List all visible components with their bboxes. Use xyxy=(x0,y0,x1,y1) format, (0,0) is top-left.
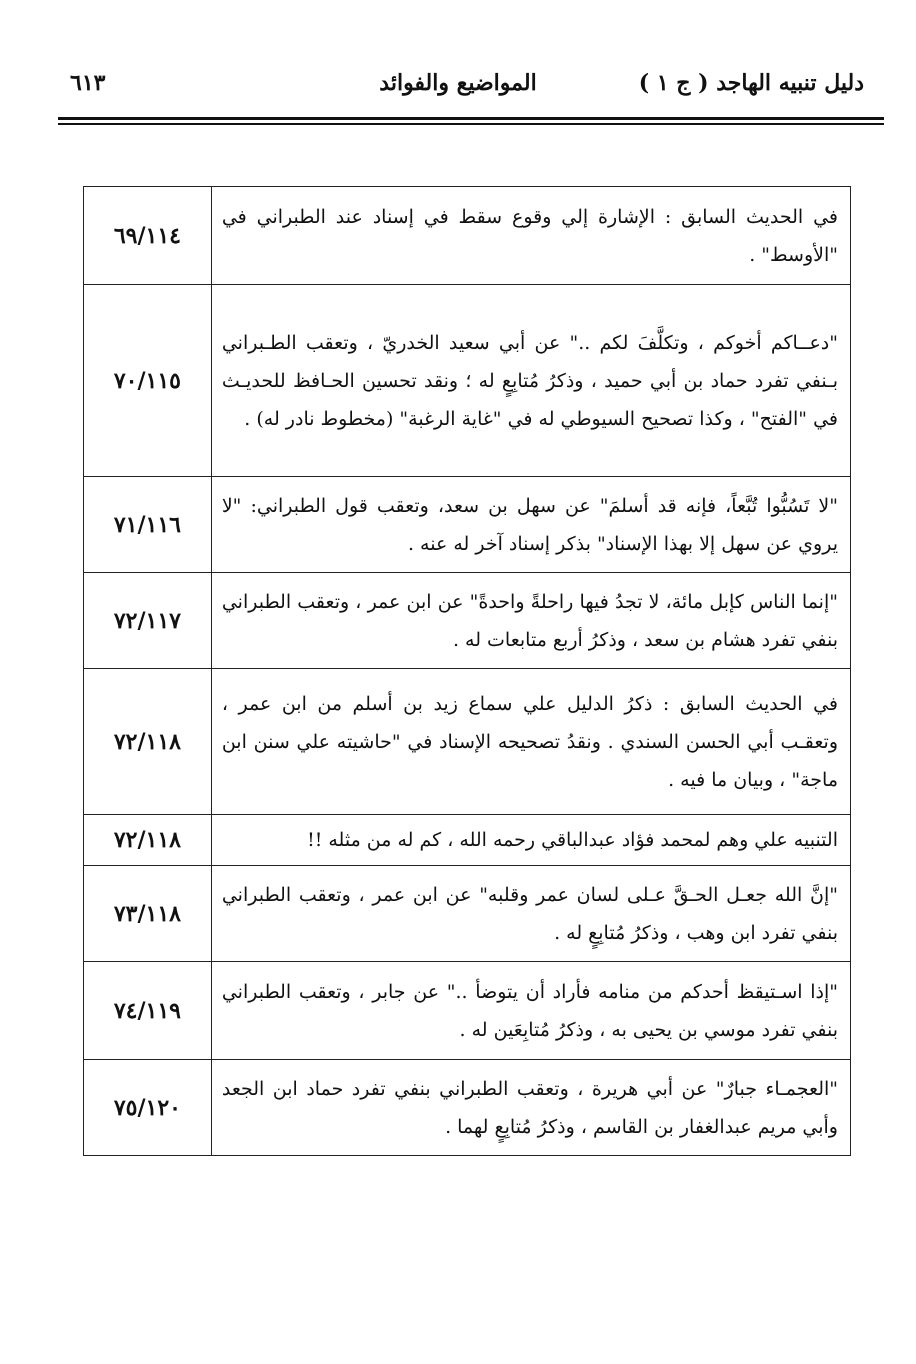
table-row xyxy=(84,187,851,285)
reference-number: ٧٠/١١٥ xyxy=(84,285,212,477)
reference-number: ٧٢/١١٨ xyxy=(84,669,212,815)
topic-text: "العجمـاء جبارٌ" عن أبي هريرة ، وتعقب الطبراني بنفي تفرد حماد ابن الجعد وأبي مريم عبدالغفار بن القاسم ، وذكرُ مُتابِعٍ لهما . xyxy=(211,1060,850,1156)
table-row xyxy=(84,573,851,669)
topic-text: "إنَّ الله جعـل الحـقَّ عـلى لسان عمر وقلبه" عن ابن عمر ، وتعقب الطبراني بنفي تفرد ابن وهب ، وذكرُ مُتابِعٍ له . xyxy=(211,866,850,962)
reference-number: ٧١/١١٦ xyxy=(84,477,212,573)
table-row xyxy=(84,1060,851,1156)
topic-text: "إذا اسـتيقظ أحدكم من منامه فأراد أن يتوضأ .." عن جابر ، وتعقب الطبراني بنفي تفرد موسي بن يحيى به ، وذكرُ مُتابِعَين له . xyxy=(211,962,850,1060)
table-row xyxy=(84,815,851,866)
reference-number: ٧٢/١١٧ xyxy=(84,573,212,669)
topic-text: في الحديث السابق : ذكرُ الدليل علي سماع زيد بن أسلم من ابن عمر ، وتعقـب أبي الحسن السندي . ونقدُ تصحيحه الإسناد في "حاشيته علي سنن ابن ماجة" ، وبيان ما فيه . xyxy=(211,669,850,815)
header-rule-thick xyxy=(58,117,884,120)
topic-text: التنبيه علي وهم لمحمد فؤاد عبدالباقي رحمه الله ، كم له من مثله !! xyxy=(211,815,850,866)
table-row xyxy=(84,285,851,477)
book-title: دليل تنبيه الهاجد ( ج ١ ) xyxy=(638,70,864,96)
topics-index-table xyxy=(83,186,851,1156)
topic-text: "لا تَسُبُّوا تُبَّعاً، فإنه قد أسلمَ" عن سهل بن سعد، وتعقب قول الطبراني: "لا يروي عن سهل إلا بهذا الإسناد" بذكر إسناد آخر له عنه . xyxy=(211,477,850,573)
page-header xyxy=(52,60,864,110)
topic-text: في الحديث السابق : الإشارة إلي وقوع سقط في إسناد عند الطبراني في "الأوسط" . xyxy=(211,187,850,285)
reference-number: ٧٤/١١٩ xyxy=(84,962,212,1060)
reference-number: ٧٥/١٢٠ xyxy=(84,1060,212,1156)
page-number: ٦١٣ xyxy=(70,70,106,96)
topic-text: "دعــاكم أخوكم ، وتكلَّفَ لكم .." عن أبي سعيد الخدريّ ، وتعقب الطـبراني بـنفي تفرد حماد بن أبي حميد ، وذكرُ مُتابِعٍ له ؛ ونقد تحسين الحـافظ للحديـث في "الفتح" ، وكذا تصحيح السيوطي له في "غاية الرغبة" (مخطوط نادر له) . xyxy=(211,285,850,477)
topic-text: "إنما الناس كإبل مائة، لا تجدُ فيها راحلةً واحدةً" عن ابن عمر ، وتعقب الطبراني بنفي تفرد هشام بن سعد ، وذكرُ أربع متابعات له . xyxy=(211,573,850,669)
reference-number: ٧٣/١١٨ xyxy=(84,866,212,962)
table-row xyxy=(84,477,851,573)
table-row xyxy=(84,962,851,1060)
table-row xyxy=(84,866,851,962)
reference-number: ٧٢/١١٨ xyxy=(84,815,212,866)
reference-number: ٦٩/١١٤ xyxy=(84,187,212,285)
header-rule-thin xyxy=(58,123,884,125)
table-row xyxy=(84,669,851,815)
section-title: المواضيع والفوائد xyxy=(379,70,537,96)
